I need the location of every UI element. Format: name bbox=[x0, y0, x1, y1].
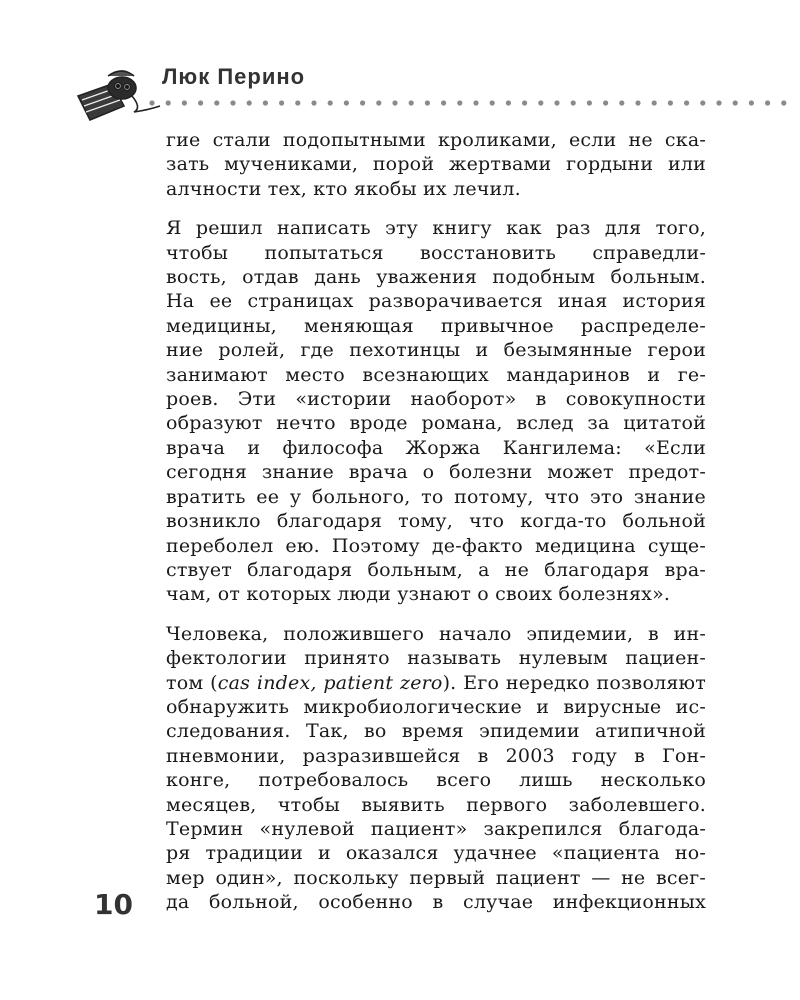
divider-dot bbox=[603, 100, 608, 105]
divider-dot bbox=[716, 100, 721, 105]
text-line: обнаружить микробиологические и вирусные ис- bbox=[166, 695, 706, 718]
text-line: переболел ею. Поэтому де-факто медицина суще- bbox=[166, 534, 706, 557]
divider-dot bbox=[571, 100, 576, 105]
paragraph bbox=[166, 216, 706, 607]
divider-dot bbox=[457, 100, 462, 105]
text-line: Человека, положившего начало эпидемии, в ин- bbox=[166, 622, 706, 645]
divider-dot bbox=[279, 100, 284, 105]
divider-dot bbox=[149, 100, 154, 105]
divider-dot bbox=[409, 100, 414, 105]
divider-dot bbox=[230, 100, 235, 105]
divider-dot bbox=[392, 100, 397, 105]
italic-term: cas index, patient zero bbox=[217, 671, 443, 694]
dotted-divider bbox=[148, 99, 798, 107]
divider-dot bbox=[506, 100, 511, 105]
divider-dot bbox=[441, 100, 446, 105]
header-emblem-icon bbox=[72, 66, 162, 126]
text-line: фектологии принято называть нулевым пациен- bbox=[166, 647, 706, 670]
text-line: возникло благодаря тому, что когда-то больной bbox=[166, 510, 706, 533]
text-line: пневмонии, разразившейся в 2003 году в Гон- bbox=[166, 744, 706, 767]
text-line: ря традиции и оказался удачнее «пациента но- bbox=[166, 842, 706, 865]
text-line-with-italic bbox=[166, 671, 706, 695]
divider-dot bbox=[166, 100, 171, 105]
text-line: вратить ее у больного, то потому, что это знание bbox=[166, 485, 706, 508]
text-line: врача и философа Жоржа Кангилема: «Если bbox=[166, 436, 706, 459]
divider-dot bbox=[749, 100, 754, 105]
divider-dot bbox=[781, 100, 786, 105]
divider-dot bbox=[619, 100, 624, 105]
text-line: вость, отдав дань уважения подобным больным. bbox=[166, 266, 706, 289]
text-fragment: ). Его нередко позволяют bbox=[442, 671, 707, 694]
divider-dot bbox=[263, 100, 268, 105]
divider-dot bbox=[376, 100, 381, 105]
text-fragment: том ( bbox=[166, 671, 218, 694]
page-number: 10 bbox=[94, 888, 133, 921]
divider-dot bbox=[311, 100, 316, 105]
text-line: чам, от которых люди узнают о своих болезнях». bbox=[166, 583, 671, 606]
text-line: Термин «нулевой пациент» закрепился благода- bbox=[166, 817, 706, 840]
divider-dot bbox=[554, 100, 559, 105]
divider-dot bbox=[522, 100, 527, 105]
divider-dot bbox=[733, 100, 738, 105]
text-line: Я решил написать эту книгу как раз для того, bbox=[166, 217, 706, 240]
divider-dot bbox=[198, 100, 203, 105]
text-line: следования. Так, во время эпидемии атипичной bbox=[166, 720, 706, 743]
text-line: занимают место всезнающих мандаринов и ге- bbox=[166, 363, 706, 386]
divider-dot bbox=[360, 100, 365, 105]
text-line: месяцев, чтобы выявить первого заболевшего. bbox=[166, 793, 706, 816]
text-line: гие стали подопытными кроликами, если не ска- bbox=[166, 129, 706, 151]
divider-dot bbox=[538, 100, 543, 105]
text-line: образуют нечто вроде романа, вслед за цитатой bbox=[166, 412, 706, 435]
running-header-author: Люк Перино bbox=[162, 64, 306, 89]
divider-dot bbox=[765, 100, 770, 105]
divider-dot bbox=[214, 100, 219, 105]
text-line: чтобы попытаться восстановить справедли- bbox=[166, 241, 706, 264]
divider-dot bbox=[182, 100, 187, 105]
divider-dot bbox=[247, 100, 252, 105]
text-line: медицины, меняющая привычное распределе- bbox=[166, 314, 706, 337]
paragraph bbox=[166, 622, 706, 915]
text-line: да больной, особенно в случае инфекционных bbox=[166, 891, 706, 914]
paragraph bbox=[166, 128, 706, 201]
text-line: роев. Эти «истории наоборот» в совокупности bbox=[166, 388, 706, 411]
divider-dot bbox=[684, 100, 689, 105]
divider-dot bbox=[635, 100, 640, 105]
text-line: конге, потребовалось всего лишь несколько bbox=[166, 769, 706, 792]
divider-dot bbox=[328, 100, 333, 105]
text-line: алчности тех, кто якобы их лечил. bbox=[166, 177, 521, 200]
text-line: На ее страницах разворачивается иная история bbox=[166, 290, 706, 313]
text-line: ние ролей, где пехотинцы и безымянные герои bbox=[166, 339, 706, 362]
divider-dot bbox=[700, 100, 705, 105]
text-line: мер один», поскольку первый пациент — не всег- bbox=[166, 866, 706, 889]
divider-dot bbox=[473, 100, 478, 105]
text-line: ствует благодаря больным, а не благодаря вра- bbox=[166, 558, 706, 581]
divider-dot bbox=[295, 100, 300, 105]
divider-dot bbox=[344, 100, 349, 105]
divider-dot bbox=[587, 100, 592, 105]
divider-dot bbox=[668, 100, 673, 105]
divider-dot bbox=[652, 100, 657, 105]
divider-dot bbox=[425, 100, 430, 105]
divider-dot bbox=[490, 100, 495, 105]
body-text bbox=[166, 128, 706, 915]
text-line: зать мучениками, порой жертвами гордыни или bbox=[166, 153, 706, 176]
text-line: сегодня знание врача о болезни может предот- bbox=[166, 461, 706, 484]
